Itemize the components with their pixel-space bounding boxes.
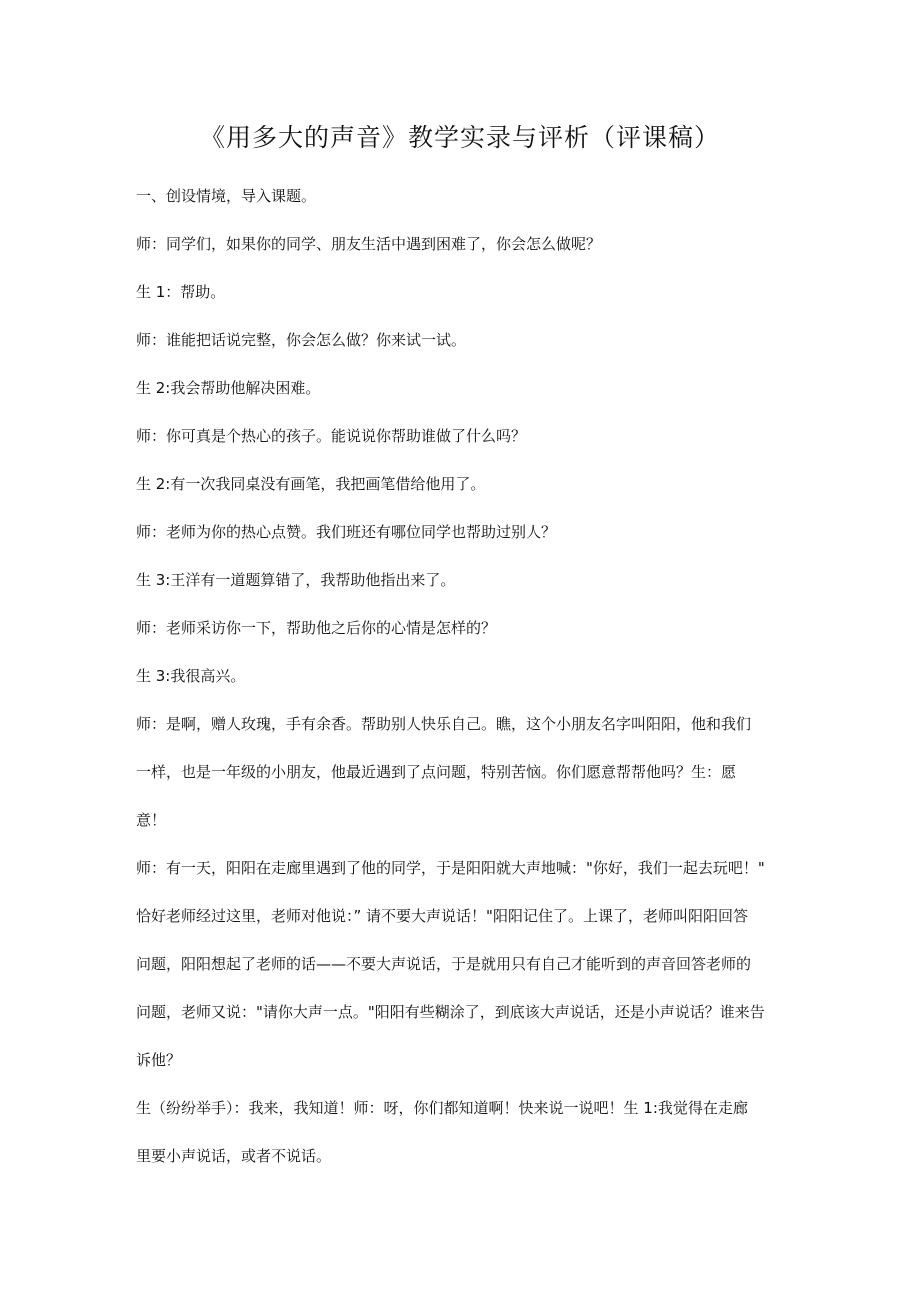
dialogue-paragraph (136, 268, 796, 316)
dialogue-paragraph (136, 556, 796, 604)
text-line: 一、创设情境，导入课题。 (136, 187, 317, 205)
text-line: 师：老师为你的热心点赞。我们班还有哪位同学也帮助过别人？ (136, 523, 557, 541)
dialogue-paragraph (136, 652, 796, 700)
dialogue-paragraph (136, 220, 796, 268)
dialogue-paragraph (136, 508, 796, 556)
dialogue-paragraph (136, 844, 796, 1084)
dialogue-paragraph (136, 604, 796, 652)
section-heading (136, 172, 796, 220)
text-line: 一样，也是一年级的小朋友，他最近遇到了点问题，特别苦恼。你们愿意帮帮他吗？生：愿 (136, 763, 737, 781)
text-line: 师：老师采访你一下，帮助他之后你的心情是怎样的？ (136, 619, 497, 637)
dialogue-paragraph (136, 700, 796, 844)
text-line: 生（纷纷举手）：我来，我知道！师：呀，你们都知道啊！快来说一说吧！生 1:我觉得在走廊 (136, 1099, 748, 1117)
text-line: 意！ (136, 811, 167, 829)
text-line: 生 1：帮助。 (136, 283, 226, 301)
text-line: 生 3:王洋有一道题算错了，我帮助他指出来了。 (136, 571, 456, 589)
dialogue-paragraph (136, 364, 796, 412)
text-line: 师：有一天，阳阳在走廊里遇到了他的同学，于是阳阳就大声地喊："你好，我们一起去玩吧！" (136, 859, 765, 877)
text-line: 师：是啊，赠人玫瑰，手有余香。帮助别人快乐自己。瞧，这个小朋友名字叫阳阳，他和我们 (136, 715, 752, 733)
text-line: 生 2:有一次我同桌没有画笔，我把画笔借给他用了。 (136, 475, 486, 493)
text-line: 师：谁能把话说完整，你会怎么做？你来试一试。 (136, 331, 467, 349)
document-title: 《用多大的声音》教学实录与评析（评课稿） (199, 123, 720, 152)
dialogue-paragraph (136, 1084, 796, 1180)
text-line: 师：你可真是个热心的孩子。能说说你帮助谁做了什么吗？ (136, 427, 527, 445)
dialogue-paragraph (136, 316, 796, 364)
text-line: 里要小声说话，或者不说话。 (136, 1147, 332, 1165)
text-line: 生 3:我很高兴。 (136, 667, 246, 685)
text-line: 问题，阳阳想起了老师的话——不要大声说话，于是就用只有自己才能听到的声音回答老师的 (136, 955, 752, 973)
dialogue-paragraph (136, 460, 796, 508)
text-line: 问题，老师又说："请你大声一点。"阳阳有些糊涂了，到底该大声说话，还是小声说话？谁来告 (136, 1003, 765, 1021)
text-line: 生 2:我会帮助他解决困难。 (136, 379, 321, 397)
text-line: 恰好老师经过这里，老师对他说：” 请不要大声说话！"阳阳记住了。上课了，老师叫阳阳回答 (136, 907, 748, 925)
text-line: 诉他？ (136, 1051, 182, 1069)
dialogue-paragraph (136, 412, 796, 460)
text-line: 师：同学们，如果你的同学、朋友生活中遇到困难了，你会怎么做呢？ (136, 235, 602, 253)
